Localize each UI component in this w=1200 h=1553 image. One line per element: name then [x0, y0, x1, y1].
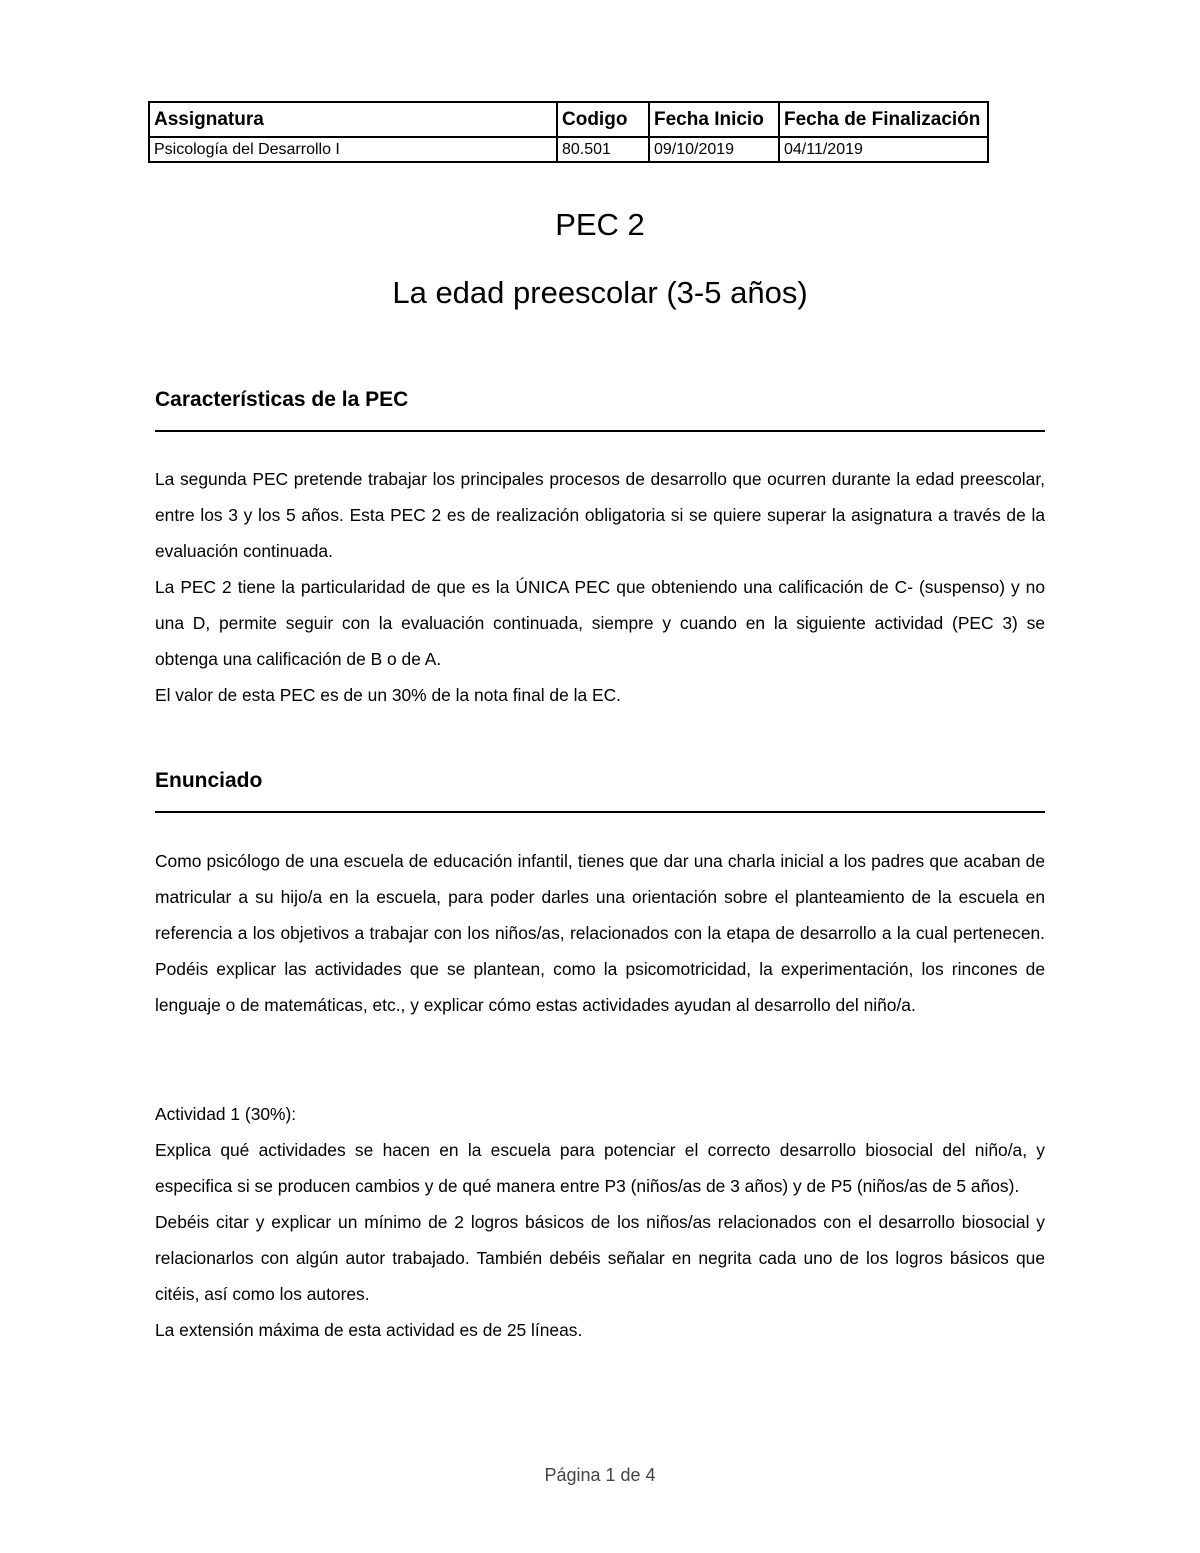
enunciado-section-header — [155, 767, 1045, 813]
course-info-header-row — [149, 102, 988, 137]
cell-assignatura: Psicología del Desarrollo I — [149, 137, 557, 162]
header-codigo: Codigo — [557, 102, 649, 137]
enunciado-paragraph: Como psicólogo de una escuela de educación infantil, tienes que dar una charla inicial a los padres que acaban de matricular a su hijo/a en la escuela, para poder darles una orientación sobre el planteamiento de la escuela en referencia a los objetivos a trabajar con los niños/as, relacionados con la etapa de desarrollo a la cual pertenecen. Podéis explicar las actividades que se plantean, como la psicomotricidad, la experimentación, los rincones de lenguaje o de matemáticas, etc., y explicar cómo estas actividades ayudan al desarrollo del niño/a. — [155, 851, 1045, 1015]
caracteristicas-section-header — [155, 386, 1045, 432]
cell-codigo: 80.501 — [557, 137, 649, 162]
actividad1-block — [155, 1096, 1045, 1348]
header-assignatura: Assignatura — [149, 102, 557, 137]
caracteristicas-heading: Características de la PEC — [155, 388, 409, 411]
cell-fecha-finalizacion: 04/11/2019 — [779, 137, 988, 162]
header-fecha-finalizacion: Fecha de Finalización — [779, 102, 988, 137]
caracteristicas-divider — [155, 430, 1045, 432]
actividad1-paragraph: Explica qué actividades se hacen en la escuela para potenciar el correcto desarrollo biosocial del niño/a, y especifica si se producen cambios y de qué manera entre P3 (niños/as de 3 años) y de P5 (niños/as de 5 años). — [155, 1140, 1045, 1196]
actividad1-paragraph: Debéis citar y explicar un mínimo de 2 logros básicos de los niños/as relacionados con el desarrollo biosocial y relacionarlos con algún autor trabajado. También debéis señalar en negrita cada uno de los logros básicos que citéis, así como los autores. — [155, 1212, 1045, 1304]
actividad1-paragraph: La extensión máxima de esta actividad es de 25 líneas. — [155, 1320, 583, 1340]
enunciado-body — [155, 843, 1045, 1023]
document-subtitle: La edad preescolar (3-5 años) — [392, 275, 808, 310]
enunciado-divider — [155, 811, 1045, 813]
document-title: PEC 2 — [555, 207, 645, 242]
enunciado-heading: Enunciado — [155, 769, 263, 792]
caracteristicas-paragraph: La PEC 2 tiene la particularidad de que es la ÚNICA PEC que obteniendo una calificación de C- (suspenso) y no una D, permite seguir con la evaluación continuada, siempre y cuando en la siguiente actividad (PEC 3) se obtenga una calificación de B o de A. — [155, 577, 1045, 669]
cell-fecha-inicio: 09/10/2019 — [649, 137, 779, 162]
caracteristicas-paragraph: El valor de esta PEC es de un 30% de la nota final de la EC. — [155, 685, 621, 705]
caracteristicas-body — [155, 461, 1045, 713]
course-info-row — [149, 137, 988, 162]
actividad1-heading: Actividad 1 (30%): — [155, 1104, 297, 1124]
header-fecha-inicio: Fecha Inicio — [649, 102, 779, 137]
course-info-table — [148, 101, 989, 163]
page-number: Página 1 de 4 — [544, 1465, 656, 1485]
caracteristicas-paragraph: La segunda PEC pretende trabajar los principales procesos de desarrollo que ocurren durante la edad preescolar, entre los 3 y los 5 años. Esta PEC 2 es de realización obligatoria si se quiere superar la asignatura a través de la evaluación continuada. — [155, 469, 1045, 561]
